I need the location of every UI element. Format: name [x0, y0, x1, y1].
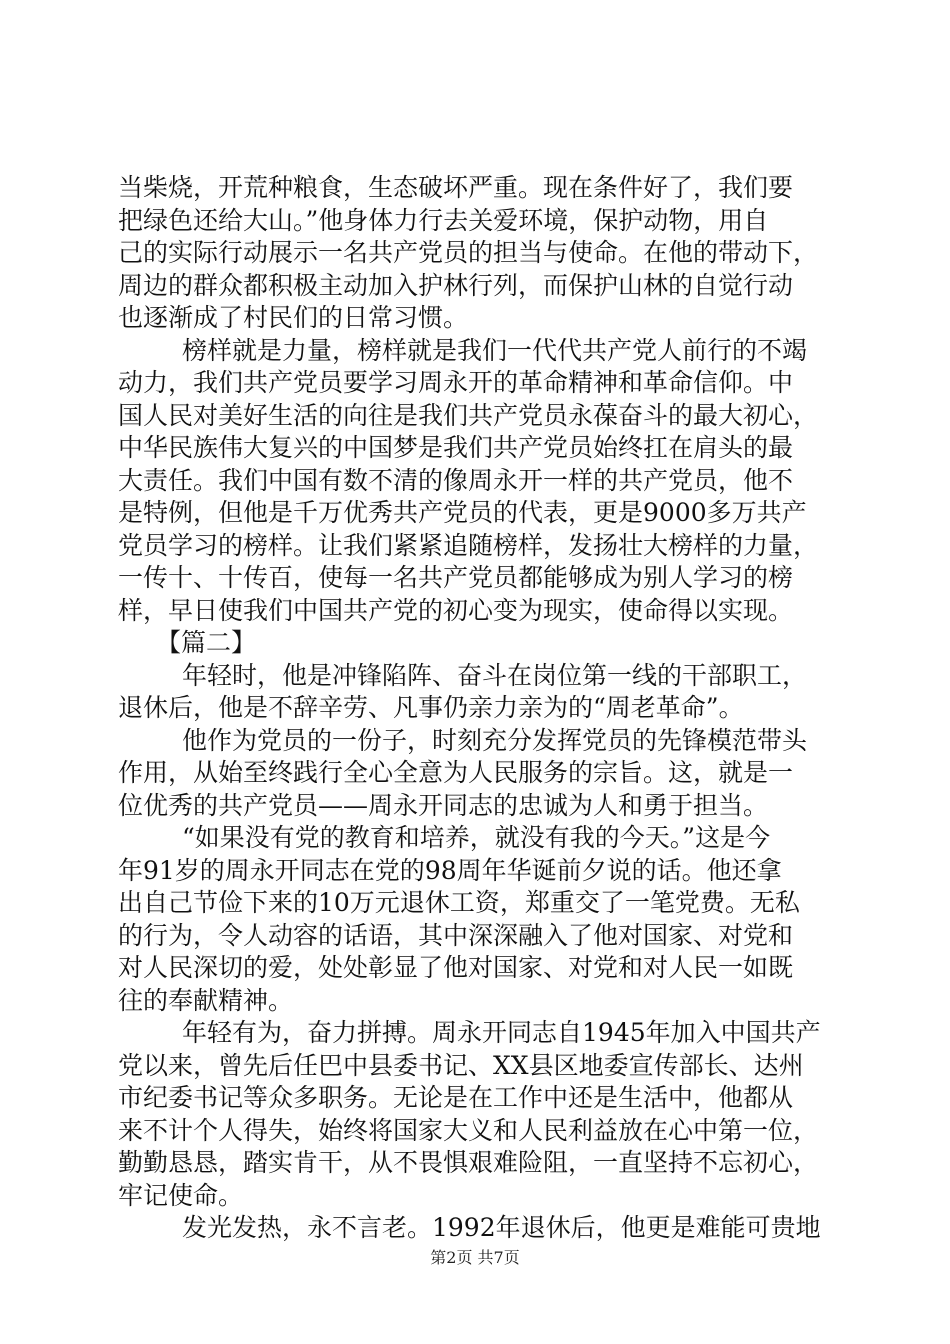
text-line: 周边的群众都积极主动加入护林行列，而保护山林的自觉行动: [118, 270, 794, 300]
text-line: 国人民对美好生活的向往是我们共产党员永葆奋斗的最大初心，: [118, 400, 819, 430]
text-line: 来不计个人得失，始终将国家大义和人民利益放在心中第一位，: [118, 1115, 819, 1145]
text-line: 己的实际行动展示一名共产党员的担当与使命。在他的带动下，: [118, 238, 819, 267]
text-line: 年轻时，他是冲锋陷阵、奋斗在岗位第一线的干部职工，: [182, 660, 808, 690]
text-line: 往的奉献精神。: [118, 985, 294, 1015]
text-line: 动力，我们共产党员要学习周永开的革命精神和革命信仰。中: [118, 368, 794, 397]
text-line: 对人民深切的爱，处处彰显了他对国家、对党和对人民一如既: [118, 953, 794, 982]
text-line: 一传十、十传百，使每一名共产党员都能够成为别人学习的榜: [118, 563, 794, 592]
text-line: 党以来，曾先后任巴中县委书记、XX县区地委宣传部长、达州: [118, 1050, 804, 1080]
text-line: 退休后，他是不辞辛劳、凡事仍亲力亲为的“周老革命”。: [118, 693, 744, 722]
text-line: 也逐渐成了村民们的日常习惯。: [118, 303, 469, 332]
text-line: 是特例，但他是千万优秀共产党员的代表，更是9000多万共产: [118, 498, 807, 527]
text-line: 出自己节俭下来的10万元退休工资，郑重交了一笔党费。无私: [118, 888, 800, 917]
text-line: 市纪委书记等众多职务。无论是在工作中还是生活中，他都从: [118, 1083, 794, 1112]
text-line: 的行为，令人动容的话语，其中深深融入了他对国家、对党和: [118, 920, 794, 950]
text-line: 年轻有为，奋力拼搏。周永开同志自1945年加入中国共产: [182, 1018, 821, 1047]
text-line: “如果没有党的教育和培养，就没有我的今天。”这是今: [182, 823, 771, 852]
text-line: 发光发热，永不言老。1992年退休后，他更是难能可贵地: [182, 1213, 821, 1242]
text-line: 榜样就是力量，榜样就是我们一代代共产党人前行的不竭: [182, 335, 808, 365]
page-footer: 第2页 共7页: [430, 1248, 520, 1267]
text-line: 勤勤恳恳，踏实肯干，从不畏惧艰难险阻，一直坚持不忘初心，: [118, 1148, 819, 1177]
text-line: 作用，从始至终践行全心全意为人民服务的宗旨。这，就是一: [118, 758, 794, 787]
text-line: 中华民族伟大复兴的中国梦是我们共产党员始终扛在肩头的最: [118, 433, 794, 462]
document-body: [118, 172, 838, 1245]
text-line: 他作为党员的一份子，时刻充分发挥党员的先锋模范带头: [182, 725, 808, 755]
text-line: 当柴烧，开荒种粮食，生态破坏严重。现在条件好了，我们要: [118, 173, 794, 202]
text-line: 位优秀的共产党员——周永开同志的忠诚为人和勇于担当。: [118, 790, 769, 820]
text-line: 年91岁的周永开同志在党的98周年华诞前夕说的话。他还拿: [118, 855, 782, 885]
text-line: 样，早日使我们中国共产党的初心变为现实，使命得以实现。: [118, 595, 794, 625]
text-line: 把绿色还给大山。”他身体力行去关爱环境，保护动物，用自: [118, 205, 769, 235]
text-line: 大责任。我们中国有数不清的像周永开一样的共产党员，他不: [118, 465, 794, 495]
text-line: 党员学习的榜样。让我们紧紧追随榜样，发扬壮大榜样的力量，: [118, 530, 819, 560]
section-heading: 【篇二】: [156, 628, 257, 657]
text-line: 牢记使命。: [118, 1180, 244, 1210]
